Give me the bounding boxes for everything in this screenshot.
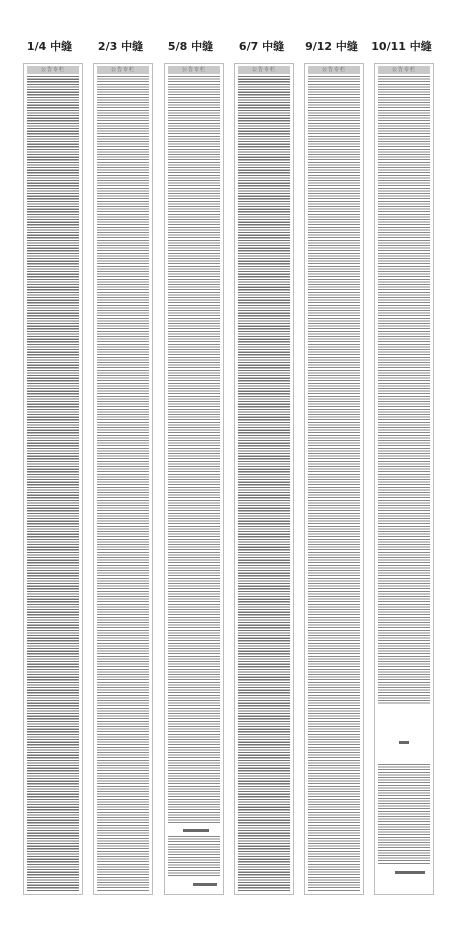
signature-line — [399, 741, 409, 744]
column-title-3: 5/8 中缝 — [167, 40, 214, 53]
column-title-6: 10/11 中缝 — [371, 40, 432, 53]
notice-text-block — [97, 76, 149, 891]
notice-text-block — [238, 76, 290, 891]
column-title-1: 1/4 中缝 — [26, 40, 73, 53]
strip-header: 公告专栏 — [308, 66, 360, 74]
gutter-strip-4 — [234, 63, 294, 895]
gutter-strip-1 — [23, 63, 83, 895]
notice-text-block-footer — [378, 764, 430, 864]
notice-text-block — [378, 76, 430, 704]
strip-header: 公告专栏 — [27, 66, 79, 74]
gutter-strip-5 — [304, 63, 364, 895]
strip-header: 公告专栏 — [168, 66, 220, 74]
column-title-5: 9/12 中缝 — [305, 40, 358, 53]
column-title-4: 6/7 中缝 — [238, 40, 285, 53]
signature-line — [395, 871, 425, 874]
strip-header: 公告专栏 — [378, 66, 430, 74]
notice-text-block — [308, 76, 360, 891]
notice-text-block — [27, 76, 79, 891]
signature-line — [193, 883, 217, 886]
column-title-2: 2/3 中缝 — [97, 40, 144, 53]
gutter-strip-2 — [93, 63, 153, 895]
gutter-strip-3 — [164, 63, 224, 895]
strip-header: 公告专栏 — [97, 66, 149, 74]
gutter-strip-6 — [374, 63, 434, 895]
notice-text-block-footer — [168, 836, 220, 876]
notice-text-block — [168, 76, 220, 824]
signature-line — [183, 829, 209, 832]
strip-header: 公告专栏 — [238, 66, 290, 74]
